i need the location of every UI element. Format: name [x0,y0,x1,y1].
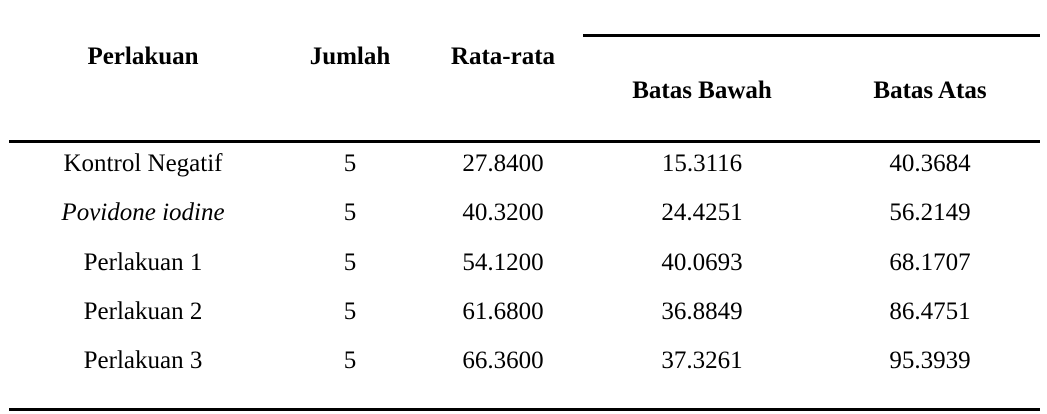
cell-perlakuan: Kontrol Negatif [63,150,223,177]
cell-batas-bawah: 24.4251 [661,199,743,226]
header-rule [9,140,1040,143]
cell-batas-atas: 56.2149 [889,199,971,226]
cell-rata-rata: 54.1200 [462,249,544,276]
cell-rata-rata: 27.8400 [462,150,544,177]
cell-jumlah: 5 [343,199,357,226]
cell-rata-rata: 61.6800 [462,298,544,325]
cell-rata-rata: 40.3200 [462,199,544,226]
cell-jumlah: 5 [343,347,357,374]
cell-batas-bawah: 37.3261 [661,347,743,374]
cell-batas-bawah: 40.0693 [661,249,743,276]
header-batas-atas: Batas Atas [873,77,987,104]
cell-jumlah: 5 [343,249,357,276]
header-rata-rata: Rata-rata [450,43,556,70]
bottom-rule [9,408,1040,411]
header-span-rule [583,34,1040,37]
header-batas-bawah: Batas Bawah [632,77,772,104]
cell-perlakuan: Povidone iodine [61,199,225,226]
cell-batas-bawah: 36.8849 [661,298,743,325]
cell-batas-bawah: 15.3116 [661,150,743,177]
cell-batas-atas: 68.1707 [889,249,971,276]
cell-jumlah: 5 [343,298,357,325]
cell-batas-atas: 86.4751 [889,298,971,325]
header-perlakuan: Perlakuan [87,43,199,70]
cell-perlakuan: Perlakuan 2 [83,298,203,325]
cell-rata-rata: 66.3600 [462,347,544,374]
cell-perlakuan: Perlakuan 3 [83,347,203,374]
cell-jumlah: 5 [343,150,357,177]
cell-batas-atas: 95.3939 [889,347,971,374]
header-jumlah: Jumlah [309,43,391,70]
cell-batas-atas: 40.3684 [889,150,971,177]
cell-perlakuan: Perlakuan 1 [83,249,203,276]
